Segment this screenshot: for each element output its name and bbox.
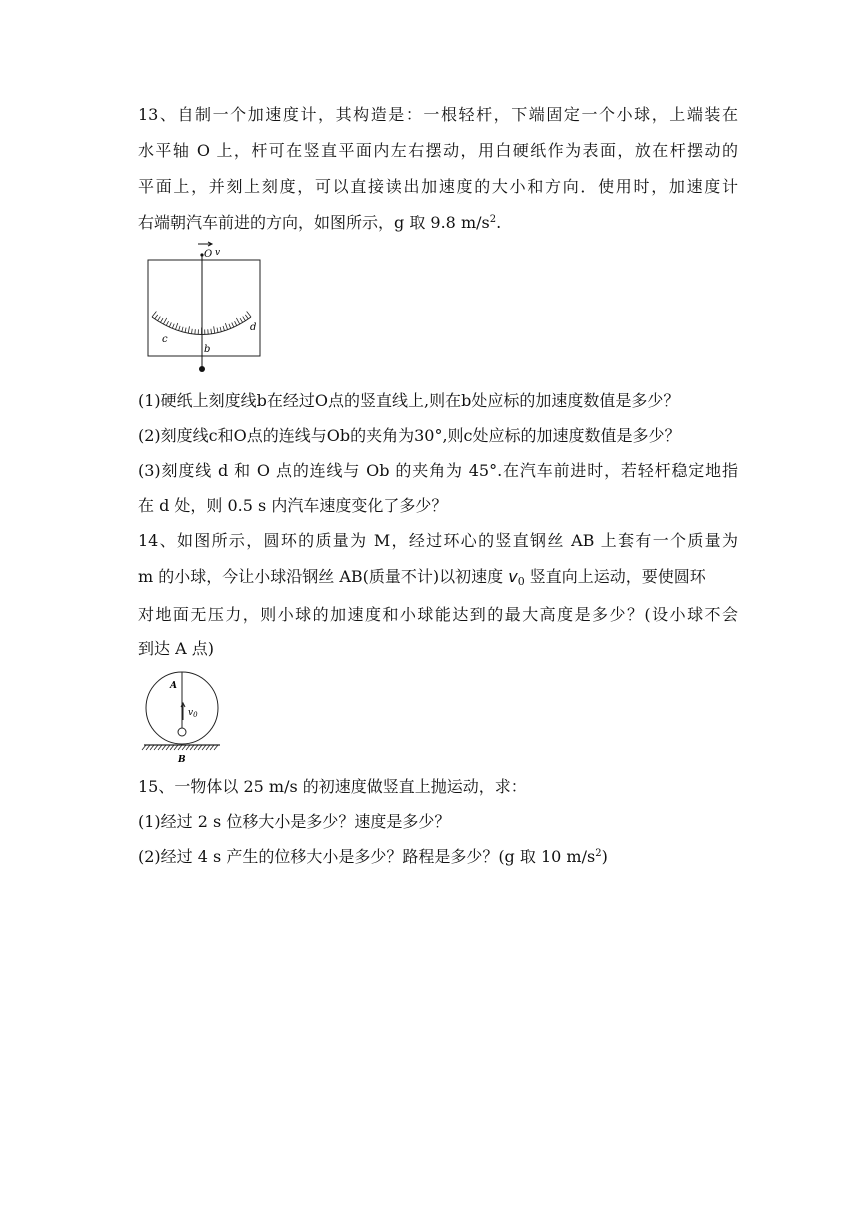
scale-tick xyxy=(247,312,251,317)
scale-tick xyxy=(175,323,177,330)
q13-line-1: 13、自制一个加速度计，其构造是：一根轻杆，下端固定一个小球，上端装在 xyxy=(138,105,738,124)
ground-hatch xyxy=(198,745,202,750)
scale-tick xyxy=(217,328,218,333)
ground-hatch xyxy=(194,745,198,750)
scale-tick xyxy=(179,326,180,331)
scale-tick xyxy=(211,329,212,334)
ground-hatch xyxy=(162,745,166,750)
label-d: d xyxy=(250,322,257,333)
ground-hatch xyxy=(182,745,186,750)
scale-tick xyxy=(182,327,183,332)
scale-tick xyxy=(243,317,246,321)
q13-sub-4: 在 d 处，则 0.5 s 内汽车速度变化了多少？ xyxy=(138,496,448,515)
q13-line-3: 平面上，并刻上刻度，可以直接读出加速度的大小和方向．使用时，加速度计 xyxy=(138,177,738,196)
label-v0: $v_0$ xyxy=(188,708,198,719)
scale-tick xyxy=(169,322,171,327)
scale-tick xyxy=(185,328,186,333)
ground-hatch xyxy=(214,745,218,750)
ground-hatch xyxy=(210,745,214,750)
ground-hatch xyxy=(166,745,170,750)
ground-hatch xyxy=(158,745,162,750)
scale-tick xyxy=(245,315,248,319)
scale-tick xyxy=(152,312,156,317)
scale-tick xyxy=(166,321,168,325)
q14-line-4: 到达 A 点) xyxy=(138,639,214,658)
scale-tick xyxy=(240,318,243,322)
scale-tick xyxy=(223,326,224,331)
q13-sub-1: (1)硬纸上刻度线b在经过O点的竖直线上,则在b处应标的加速度数值是多少？ xyxy=(138,391,680,410)
q15-line-1: 15、一物体以 25 m/s 的初速度做竖直上抛运动，求： xyxy=(138,777,527,796)
label-v: v xyxy=(215,248,221,258)
scale-tick xyxy=(172,324,174,329)
scale-tick xyxy=(160,318,163,322)
ground-hatch xyxy=(178,745,182,750)
q15-line-3: (2)经过 4 s 产生的位移大小是多少？路程是多少？(g 取 10 $m/s^2$) xyxy=(138,847,608,866)
scale-tick xyxy=(158,317,161,321)
ground-hatch xyxy=(186,745,190,750)
ground-hatch xyxy=(190,745,194,750)
scale-tick xyxy=(188,326,189,333)
q15-line-2: (1)经过 2 s 位移大小是多少？速度是多少？ xyxy=(138,812,451,831)
scale-tick xyxy=(232,323,234,328)
ground-hatch xyxy=(150,745,154,750)
ground-hatch xyxy=(154,745,158,750)
ground-hatch xyxy=(142,745,146,750)
q13-line-4: 右端朝汽车前进的方向，如图所示，g 取 9.8 $m/s^2$. xyxy=(138,213,502,232)
q13-sub-3: (3)刻度线 d 和 O 点的连线与 Ob 的夹角为 45°.在汽车前进时，若轻杆稳定地指 xyxy=(138,461,738,480)
label-c: c xyxy=(162,334,168,345)
scale-tick xyxy=(236,318,239,324)
q14-line-3: 对地面无压力，则小球的加速度和小球能达到的最大高度是多少？(设小球不会 xyxy=(138,605,738,624)
ground-hatch xyxy=(170,745,174,750)
ground-hatch xyxy=(174,745,178,750)
label-O: O xyxy=(204,249,213,260)
q14-line-2: m 的小球，今让小球沿钢丝 AB(质量不计)以初速度 $v_0$ 竖直向上运动，要使圆环 xyxy=(138,567,706,588)
scale-tick xyxy=(235,321,237,325)
scale-tick xyxy=(163,318,166,324)
scale-tick xyxy=(192,329,193,334)
ring-figure xyxy=(140,668,230,766)
q13-line-2: 水平轴 O 上，杆可在竖直平面内左右摆动，用白硬纸作为表面，放在杆摆动的 xyxy=(138,141,738,160)
q13-sub-2: (2)刻度线c和O点的连线与Ob的夹角为30°,则c处应标的加速度数值是多少？ xyxy=(138,426,681,445)
accelerometer-figure xyxy=(140,240,270,380)
scale-tick xyxy=(220,327,221,332)
q14-line-1: 14、如图所示，圆环的质量为 M，经过环心的竖直钢丝 AB 上套有一个质量为 xyxy=(138,531,738,550)
label-A: A xyxy=(170,681,177,691)
label-B: B xyxy=(178,755,186,765)
label-b: b xyxy=(204,344,211,355)
scale-tick xyxy=(214,326,215,333)
scale-tick xyxy=(155,315,158,319)
scale-tick xyxy=(229,324,231,329)
ground-hatch xyxy=(146,745,150,750)
scale-tick xyxy=(225,323,227,330)
ground-hatch xyxy=(202,745,206,750)
ground-hatch xyxy=(206,745,210,750)
